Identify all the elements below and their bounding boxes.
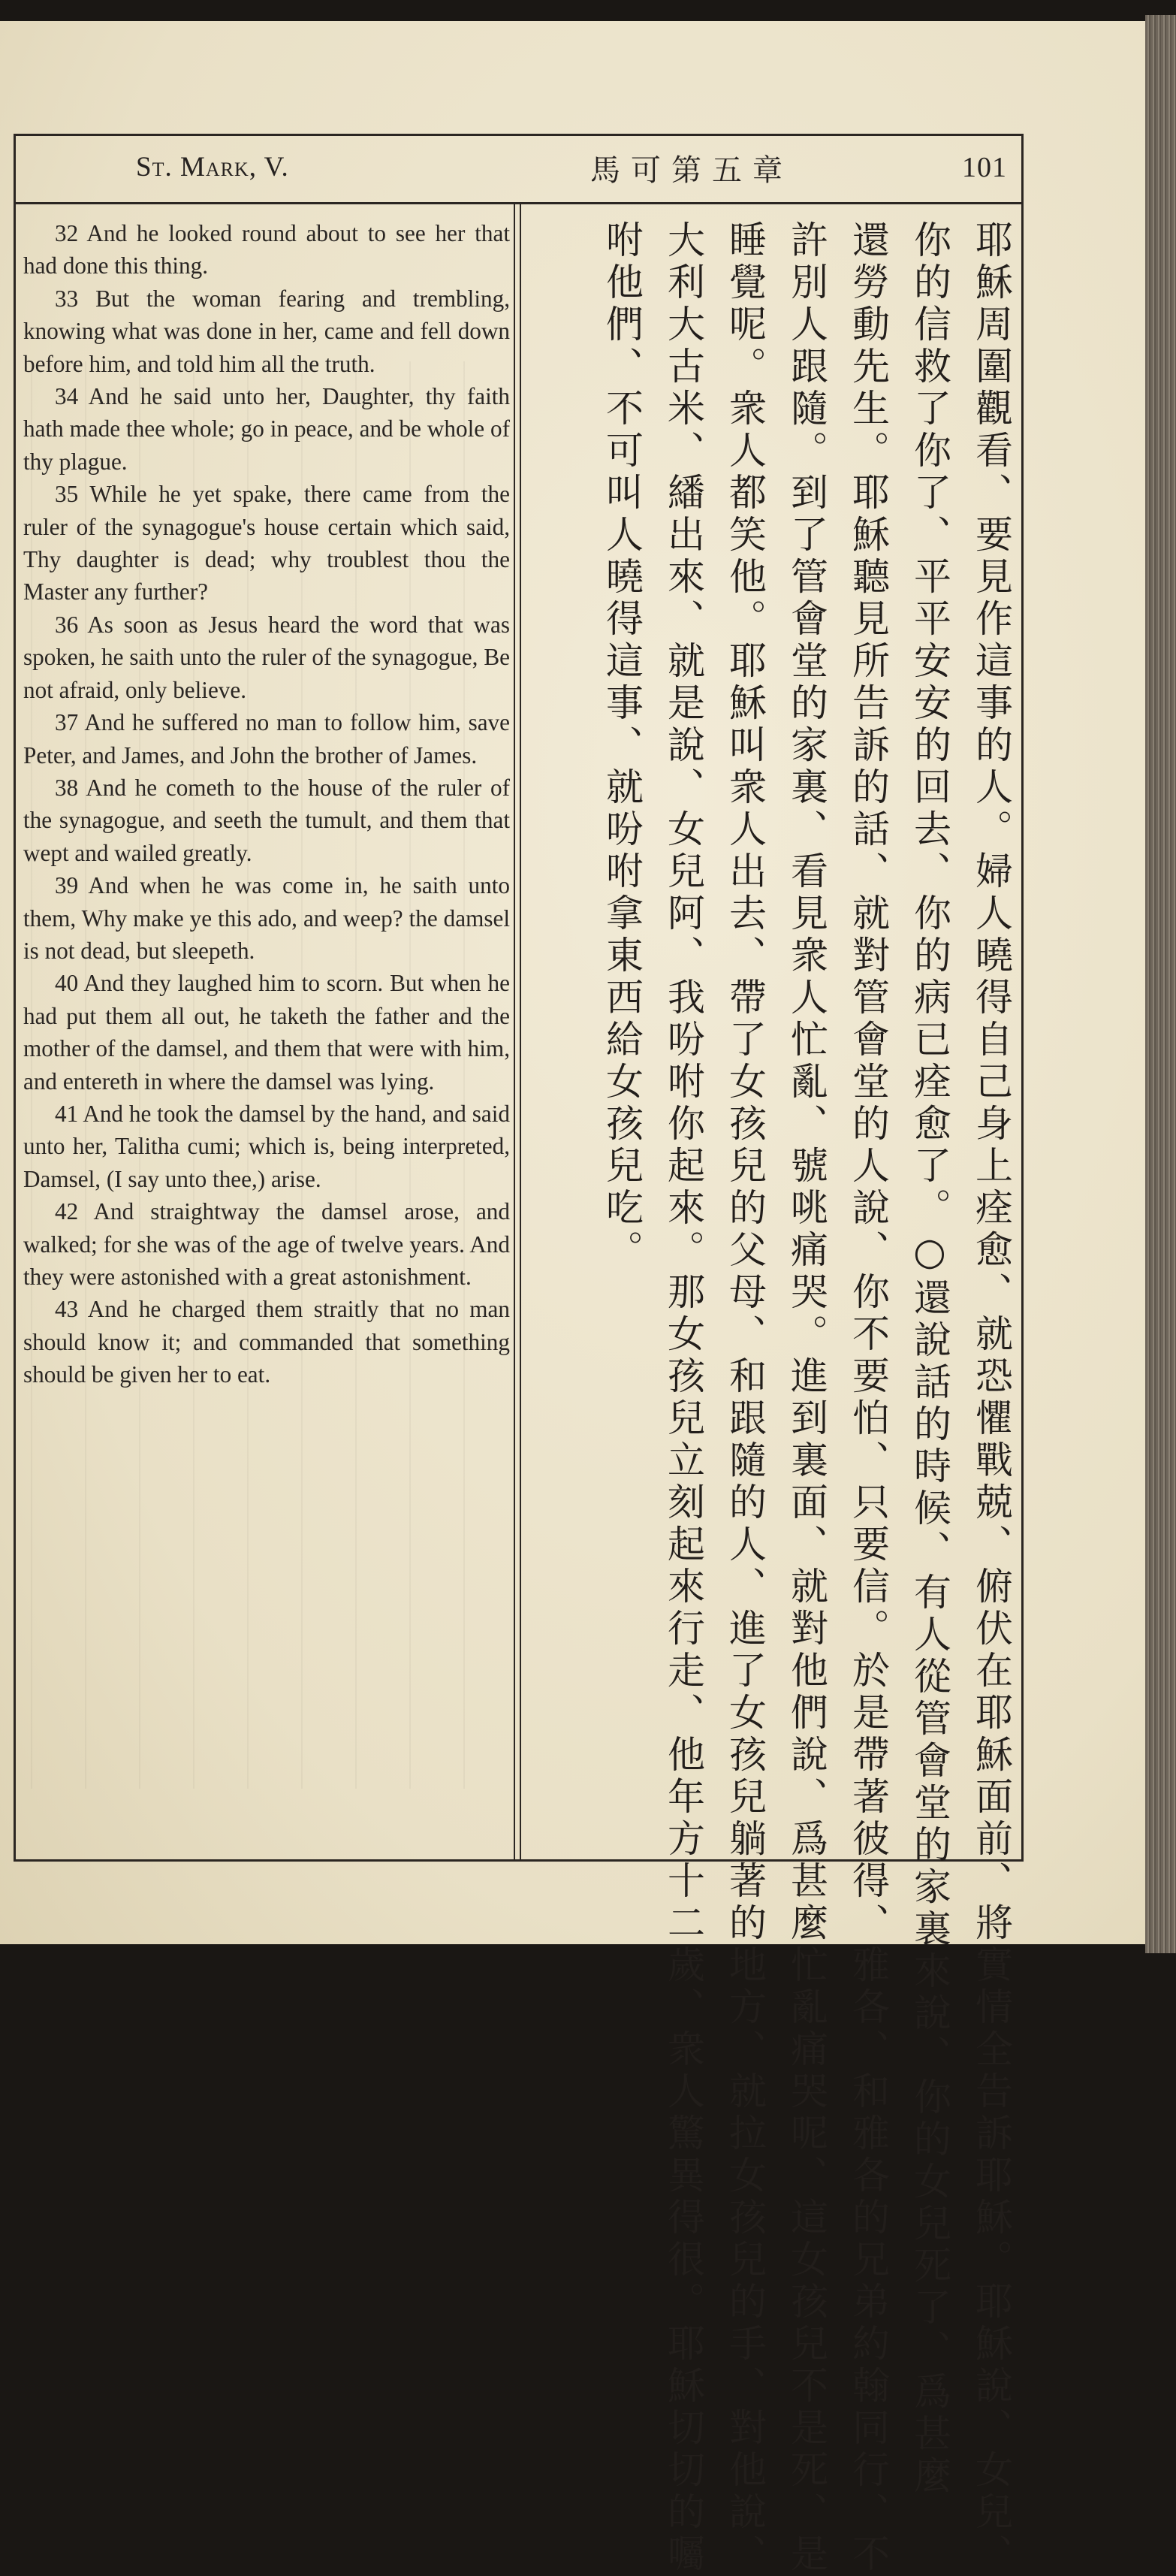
chinese-column — [530, 220, 1022, 2576]
verse-39: 39 And when he was come in, he saith unto them, Why make ye this ado, and weep? the damsel is not dead, but sleepeth. — [23, 872, 510, 964]
verse-38: 38 And he cometh to the house of the ruler of the synagogue, and seeth the tumult, and them that wept and wailed greatly. — [23, 774, 510, 866]
chinese-line-1: 耶穌周圍觀看、要見作這事的人。婦人曉得自己身上痊愈、就恐懼戰兢、俯伏在耶穌面前、將實情全告訴耶穌。耶穌說、女兒、 — [969, 220, 1013, 2576]
running-head-english: St. Mark, V. — [136, 152, 289, 183]
chinese-line-4: 許別人跟隨。到了管會堂的家裏、看見衆人忙亂、號咷痛哭。進到裏面、就對他們說、爲甚麼忙亂痛哭呢、這女孩兒不是死、是 — [785, 220, 828, 2576]
verse-33: 33 But the woman fearing and trembling, knowing what was done in her, came and fell down before him, and told him all the truth. — [23, 285, 510, 377]
page-number: 101 — [962, 152, 1007, 183]
verse-34: 34 And he said unto her, Daughter, thy faith hath made thee whole; go in peace, and be whole of thy plague. — [23, 383, 510, 475]
column-divider — [514, 202, 515, 1859]
chinese-line-3: 還勞動先生。耶穌聽見所告訴的話、就對管會堂的人說、你不要怕、只要信。於是帶著彼得、雅各、和雅各的兄弟約翰同行、不 — [846, 220, 890, 2576]
verse-36: 36 As soon as Jesus heard the word that was spoken, he saith unto the ruler of the synagogue, Be not afraid, only believe. — [23, 611, 510, 703]
verse-42: 42 And straightway the damsel arose, and walked; for she was of the age of twelve years. And they were astonished with a great astonishment. — [23, 1198, 510, 1290]
verse-37: 37 And he suffered no man to follow him, save Peter, and James, and John the brother of James. — [23, 709, 510, 769]
chinese-line-5: 睡覺呢。衆人都笑他。耶穌叫衆人出去、帶了女孩兒的父母、和跟隨的人、進了女孩兒躺著的地方、就拉女孩兒的手、對他說、 — [723, 220, 767, 2576]
chinese-line-7: 咐他們、不可叫人曉得這事、就吩咐拿東西給女孩兒吃。 — [600, 220, 644, 1272]
chinese-line-6: 大利大古米、繙出來、就是說、女兒阿、我吩咐你起來。那女孩兒立刻起來行走、他年方十二歲、衆人驚異得很。耶穌切切的囑 — [662, 220, 705, 2576]
header-rule — [16, 202, 1021, 204]
verse-43: 43 And he charged them straitly that no man should know it; and commanded that something should be given her to eat. — [23, 1296, 510, 1388]
english-column — [23, 217, 510, 1391]
verse-40: 40 And they laughed him to scorn. But when he had put them all out, he taketh the father and the mother of the damsel, and them that were with him, and entereth in where the damsel was lying. — [23, 970, 510, 1095]
text-frame — [14, 134, 1024, 2576]
verse-41: 41 And he took the damsel by the hand, and said unto her, Talitha cumi; which is, being interpreted, Damsel, (I say unto thee,) arise. — [23, 1100, 510, 1192]
book-page-edges — [1145, 15, 1176, 1953]
verse-35: 35 While he yet spake, there came from the ruler of the synagogue's house certain which said, Thy daughter is dead; why troublest thou the Master any further? — [23, 481, 510, 605]
verse-32: 32 And he looked round about to see her that had done this thing. — [23, 220, 510, 279]
column-divider-inner — [520, 202, 521, 1859]
chinese-line-2: 你的信救了你了、平平安安的回去、你的病已痊愈了。○還說話的時候、有人從管會堂的家裏來說、你的女兒死了、爲甚麼 — [908, 220, 951, 2498]
running-head-chinese: 馬可第五章 — [590, 153, 793, 188]
